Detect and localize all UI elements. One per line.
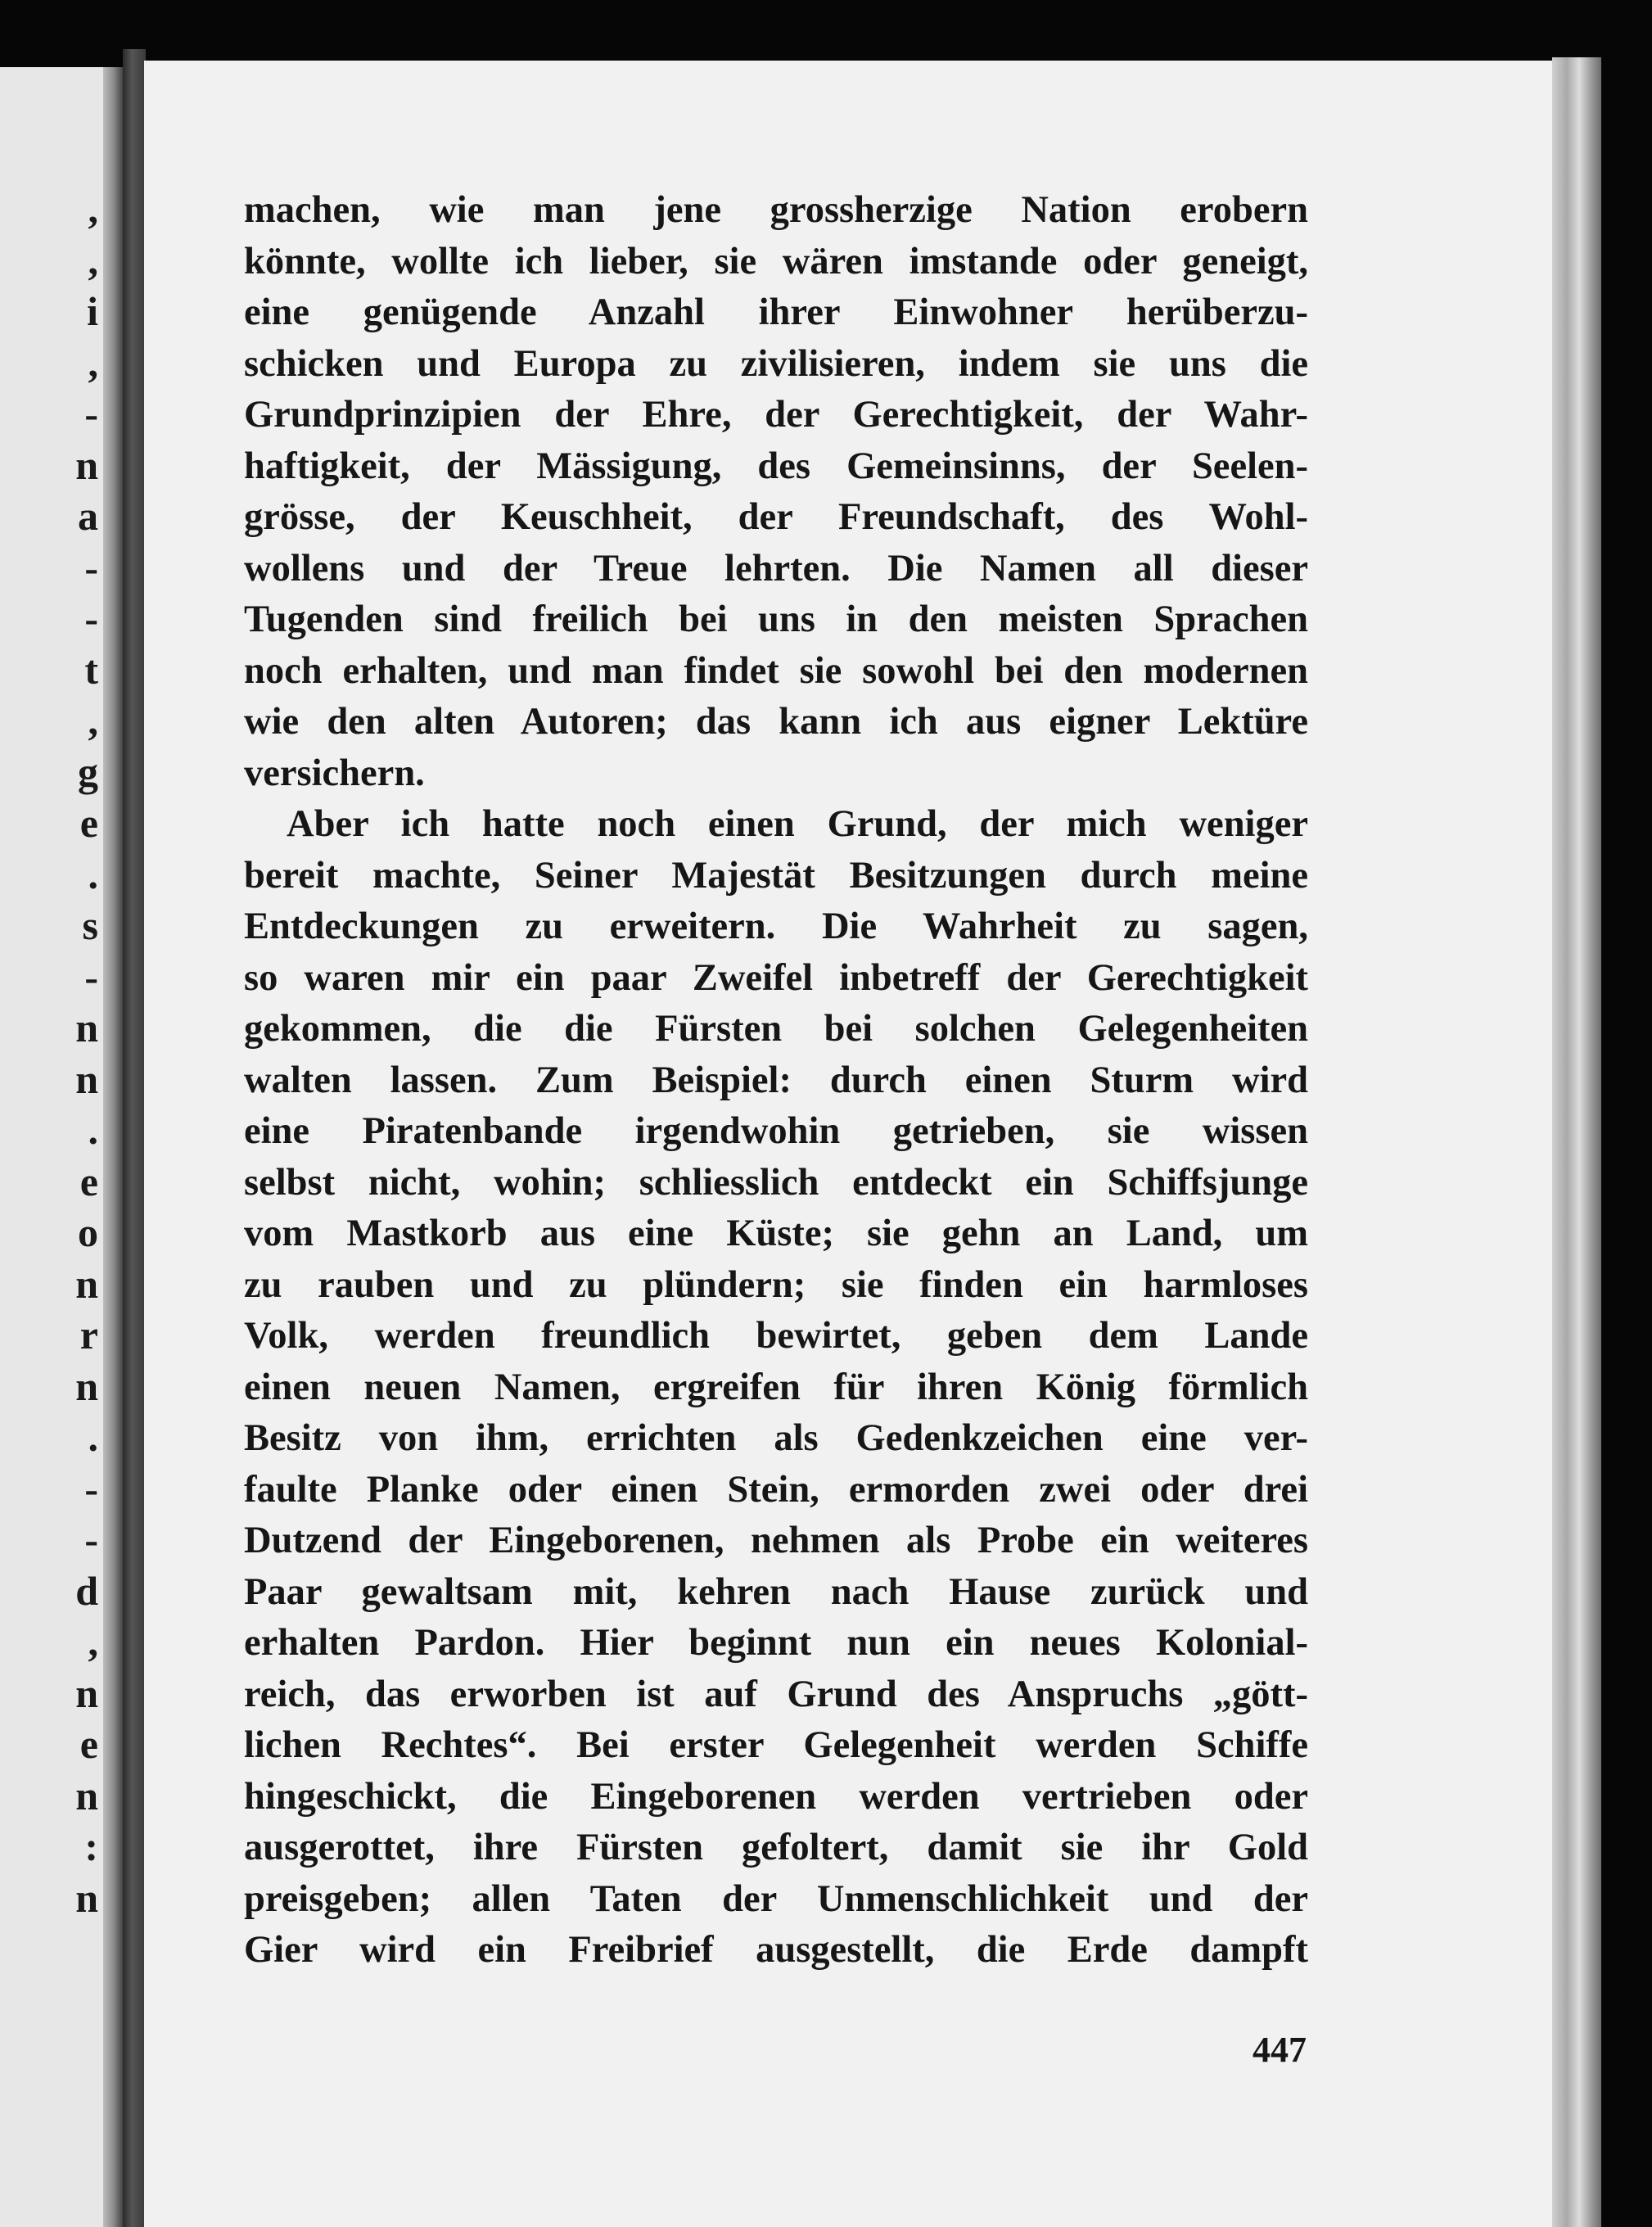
previous-page-fragment: - [84,1516,98,1562]
text-line: haftigkeit, der Mässigung, des Gemeinsinns, der Seelen- [244,445,1308,487]
text-line: so waren mir ein paar Zweifel inbetreff der Gerechtigkeit [244,956,1308,999]
previous-page-fragment: s [82,902,98,948]
previous-page-fragment: n [75,1260,98,1307]
text-line: Volk, werden freundlich bewirtet, geben dem Lande [244,1315,1308,1357]
previous-page-fragment: n [75,1874,98,1921]
previous-page-fragment: - [84,595,98,641]
previous-page-fragment: , [88,339,98,386]
previous-page-fragment: t [84,646,98,693]
previous-page-fragment: a [78,493,98,539]
text-line: grösse, der Keuschheit, der Freundschaft, des Wohl- [244,496,1308,538]
text-line: zu rauben und zu plündern; sie finden ein harmloses [244,1263,1308,1306]
text-line: noch erhalten, und man findet sie sowohl bei den modernen [244,649,1308,692]
previous-page-fragment: e [79,800,98,846]
text-line: könnte, wollte ich lieber, sie wären imstande oder geneigt, [244,240,1308,282]
previous-page-fragment: i [87,288,98,334]
previous-page-fragment: n [75,1005,98,1050]
text-line: Aber ich hatte noch einen Grund, der mich weniger [287,803,1308,845]
previous-page-fragment: , [88,186,98,232]
previous-page-fragment: n [75,1055,98,1102]
text-line: ausgerottet, ihre Fürsten gefoltert, damit sie ihr Gold [244,1827,1308,1868]
previous-page-fragment: r [79,1312,98,1357]
text-line: Gier wird ein Freibrief ausgestellt, die Erde dampft [244,1929,1308,1971]
page-number: 447 [1253,2030,1307,2070]
text-line: eine Piratenbande irgendwohin getrieben, sie wissen [244,1110,1308,1152]
previous-page-fragment: - [84,544,98,590]
text-line: Dutzend der Eingeborenen, nehmen als Probe ein weiteres [244,1520,1308,1561]
book-gutter [123,49,146,2227]
text-line: eine genügende Anzahl ihrer Einwohner herüberzu- [244,291,1308,333]
text-line: Grundprinzipien der Ehre, der Gerechtigkeit, der Wahr- [244,394,1308,436]
previous-page-fragment: n [75,441,98,488]
text-line: machen, wie man jene grossherzige Nation erobern [244,189,1308,231]
paragraph-2 [244,799,1308,1976]
previous-page-fragment: e [79,1158,98,1204]
text-line: schicken und Europa zu zivilisieren, indem sie uns die [244,342,1308,385]
paragraph-1 [244,185,1308,799]
previous-page-fragment: . [88,1414,98,1460]
text-line: selbst nicht, wohin; schliesslich entdeckt ein Schiffsjunge [244,1161,1308,1204]
text-line: preisgeben; allen Taten der Unmenschlichkeit und der [244,1877,1308,1920]
text-line: gekommen, die die Fürsten bei solchen Gelegenheiten [244,1008,1308,1050]
text-line: hingeschickt, die Eingeborenen werden vertrieben oder [244,1775,1308,1818]
previous-page-fragment: e [79,1721,98,1767]
text-line: erhalten Pardon. Hier beginnt nun ein neues Kolonial- [244,1622,1308,1664]
previous-page-fragment: , [88,237,98,283]
text-line: faulte Planke oder einen Stein, ermorden zwei oder drei [244,1468,1308,1511]
text-line: einen neuen Namen, ergreifen für ihren König förmlich [244,1366,1308,1408]
previous-page-fragment: n [75,1362,98,1409]
text-line: lichen Rechtes“. Bei erster Gelegenheit werden Schiffe [244,1724,1308,1766]
previous-page-fragment: , [88,698,98,743]
text-line: Paar gewaltsam mit, kehren nach Hause zurück und [244,1570,1308,1613]
text-line: Tugenden sind freilich bei uns in den meisten Sprachen [244,599,1308,640]
previous-page-fragment: . [88,1107,98,1153]
previous-page-fragment: : [84,1823,98,1869]
page-body [244,185,1308,1976]
text-line: Entdeckungen zu erweitern. Die Wahrheit zu sagen, [244,906,1308,947]
text-line: walten lassen. Zum Beispiel: durch einen Sturm wird [244,1059,1308,1101]
previous-page-edge [103,67,123,2227]
text-line: bereit machte, Seiner Majestät Besitzungen durch meine [244,854,1308,897]
previous-page-fragment: - [84,1465,98,1511]
previous-page-fragment: . [88,851,98,897]
text-line: wollens und der Treue lehrten. Die Namen all dieser [244,547,1308,590]
text-line: Besitz von ihm, errichten als Gedenkzeichen eine ver- [244,1417,1308,1459]
text-line: wie den alten Autoren; das kann ich aus eigner Lektüre [244,701,1308,743]
previous-page-sliver [0,67,123,2227]
text-line: vom Mastkorb aus eine Küste; sie gehn an Land, um [244,1213,1308,1254]
previous-page-fragment: - [84,391,98,436]
page-edges [1552,57,1601,2227]
previous-page-fragment: n [75,1772,98,1818]
text-line: reich, das erworben ist auf Grund des Anspruchs „gött- [244,1673,1308,1715]
previous-page-fragment: , [88,1619,98,1665]
previous-page-fragment: - [84,953,98,1000]
previous-page-fragment: d [75,1567,98,1614]
previous-page-fragment: n [75,1669,98,1716]
text-line: versichern. [244,752,425,794]
previous-page-fragment: g [78,748,98,795]
previous-page-fragment: o [78,1209,98,1255]
